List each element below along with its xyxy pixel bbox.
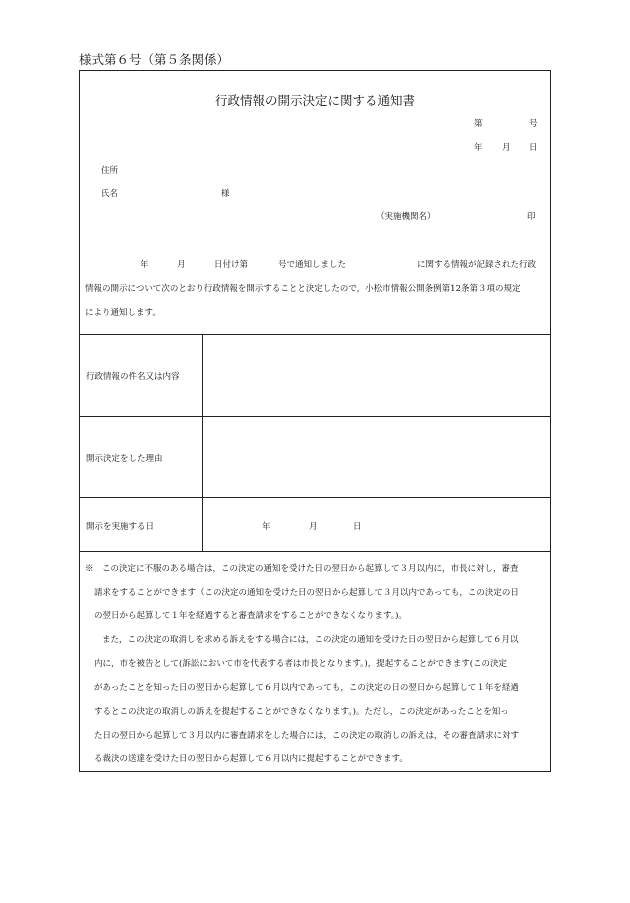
date-year-label: 年 bbox=[474, 143, 483, 153]
body-notified: 号で通知しました bbox=[278, 260, 347, 270]
number-go-label: 号 bbox=[529, 119, 538, 129]
form-number-label: 様式第６号（第５条関係） bbox=[79, 52, 230, 67]
agency-name-label: （実施機関名） bbox=[376, 212, 436, 222]
disclosure-date-year: 年 bbox=[262, 522, 271, 532]
sama-label: 様 bbox=[221, 189, 230, 199]
body-year: 年 bbox=[140, 260, 149, 270]
note-p1-line1: ※ この決定に不服のある場合は，この決定の通知を受けた日の翌日から起算して３月以内に，市長に対し，審査 bbox=[85, 564, 519, 574]
disclosure-date-month: 月 bbox=[309, 522, 318, 532]
date-month-label: 月 bbox=[502, 143, 511, 153]
address-label: 住所 bbox=[101, 166, 119, 176]
note-p1-line3: の翌日から起算して１年を経過すると審査請求をすることができなくなります。)。 bbox=[94, 611, 407, 621]
note-p2-line6: る裁決の送達を受けた日の翌日から起算して６月以内に提起することができます。 bbox=[94, 754, 408, 764]
seal-mark: 印 bbox=[527, 212, 536, 222]
note-p2-line4: するとこの決定の取消しの訴えを提起することができなくなります。)。ただし，この決定があったことを知っ bbox=[94, 707, 509, 717]
table-row1-rule bbox=[80, 416, 550, 417]
notice-form-frame bbox=[79, 70, 551, 772]
table-bottom-rule bbox=[80, 551, 550, 552]
table-column-rule bbox=[202, 334, 203, 551]
body-line3: により通知します。 bbox=[85, 308, 161, 318]
number-dai-label: 第 bbox=[474, 119, 483, 129]
table-row-reason-label: 開示決定をした理由 bbox=[86, 454, 163, 464]
note-p2-line2: 内に，市を被告として(訴訟において市を代表する者は市長となります。)，提起することができます(この決定 bbox=[94, 659, 508, 669]
document-title: 行政情報の開示決定に関する通知書 bbox=[214, 93, 415, 108]
table-row2-rule bbox=[80, 497, 550, 498]
note-p2-line3: があったことを知った日の翌日から起算して６月以内であっても，この決定の日の翌日から起算して１年を経過 bbox=[94, 683, 519, 693]
note-p1-line2: 請求をすることができます（この決定の通知を受けた日の翌日から起算して３月以内であっても，この決定の日 bbox=[94, 588, 519, 598]
note-p2-line1: また，この決定の取消しを求める訴えをする場合には，この決定の通知を受けた日の翌日から起算して６月以 bbox=[102, 635, 519, 645]
body-month: 月 bbox=[177, 260, 186, 270]
body-line1-rest: に関する情報が記録された行政 bbox=[417, 260, 537, 270]
name-label: 氏名 bbox=[101, 189, 119, 199]
body-line2: 情報の開示について次のとおり行政情報を開示することと決定したので，小松市情報公開条例第12条第３項の規定 bbox=[85, 284, 521, 294]
table-row-date-label: 開示を実施する日 bbox=[86, 522, 155, 532]
date-day-label: 日 bbox=[529, 143, 538, 153]
note-p2-line5: た日の翌日から起算して３月以内に審査請求をした場合には，この決定の取消しの訴えは，その審査請求に対す bbox=[94, 731, 520, 741]
body-dated: 日付け第 bbox=[214, 260, 249, 270]
table-top-rule bbox=[80, 334, 550, 335]
table-row-subject-label: 行政情報の件名又は内容 bbox=[86, 372, 180, 382]
disclosure-date-day: 日 bbox=[353, 522, 362, 532]
